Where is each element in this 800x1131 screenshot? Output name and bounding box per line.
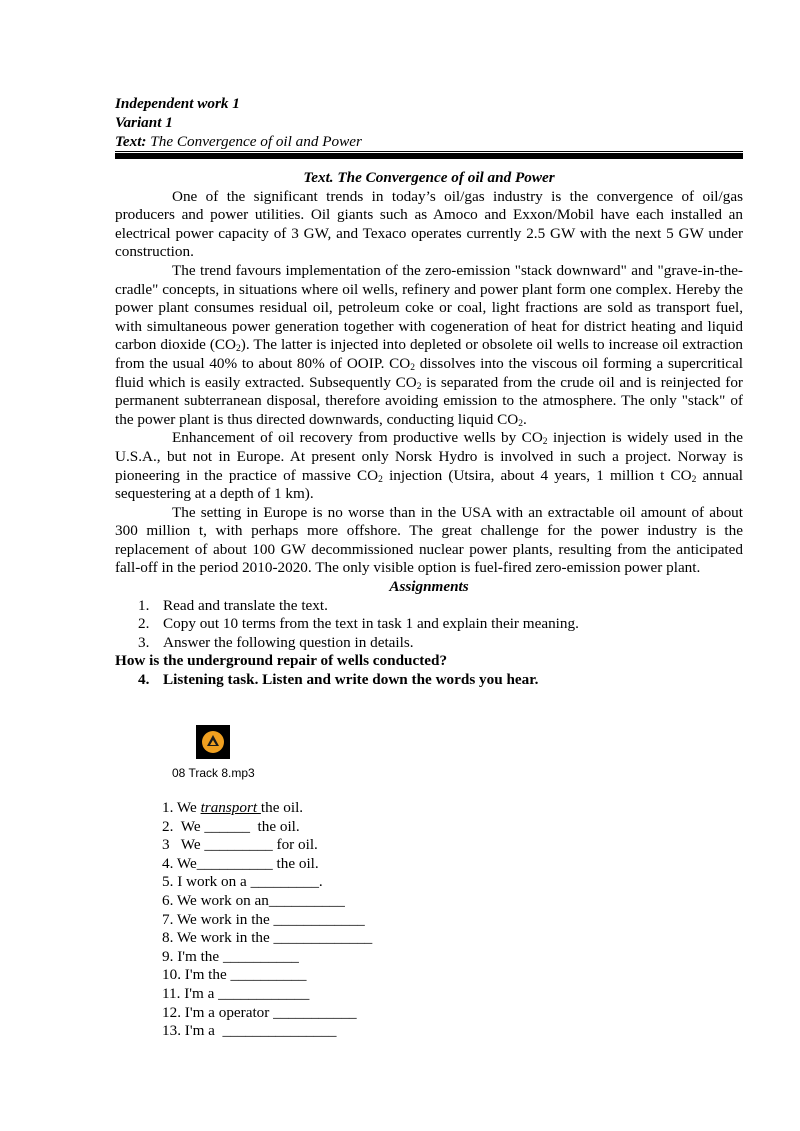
divider-thick xyxy=(115,153,743,159)
exercise-line: 8. We work in the _____________ xyxy=(162,929,373,947)
paragraph-1: One of the significant trends in today’s oil/gas industry is the convergence of oil/gas producers and power utilities. Oil giants such as Amoco and Exxon/Mobil have each installed an electrical power capacity of 3 GW, and Texaco operates currently 2.5 GW with the next 5 GW under construction. xyxy=(115,187,743,261)
text-title: Text. The Convergence of oil and Power xyxy=(303,169,555,186)
paragraph-2: The trend favours implementation of the zero-emission "stack downward" and "grave-in-the-cradle" concepts, in situations where oil wells, refinery and power plant form one complex. Hereby the power plant consumes residual oil, petroleum coke or coal, light fractions are sold as transport fuel, with simultaneous power generation together with cogeneration of heat for district heating and liquid carbon dioxide $(CO_2)$. The latter is injected into depleted or obsolete oil wells to increase oil extraction from the usual 40% to about 80% of OOIP. $CO_2$ dissolves into the viscous oil forming a supercritical fluid which is easily extracted. Subsequently $CO_2$ is separated from the crude oil and is reinjected for permanent subterranean disposal, therefore avoiding emission to the atmosphere. The only "stack" of the power plant is thus directed downwards, conducting liquid $CO_2$. xyxy=(115,261,744,429)
paragraph-3: Enhancement of oil recovery from productive wells by $CO_2$ injection is widely used in the U.S.A., but not in Europe. At present only Norsk Hydro is involved in such a project. Norway is pioneering in the practice of massive $CO_2$ injection (Utsira, about 4 years, 1 million t $CO_2$ annual sequestering at a depth of 1 km). xyxy=(115,429,744,503)
paragraph-4: The setting in Europe is no worse than in the USA with an extractable oil amount of about 300 million t, with perhaps more offshore. The great challenge for the power industry is the replacement of about 100 GW decommissioned nuclear power plants, resulting from the anticipated fall-off in the period 2010-2020. The only visible option is fuel-fired zero-emission power plant. xyxy=(115,503,743,577)
exercise-line: 13. I'm a _______________ xyxy=(162,1022,337,1040)
exercise-line: 10. I'm the __________ xyxy=(162,966,307,984)
exercise-line: 1. We transport the oil. xyxy=(162,799,304,816)
exercise-line: 11. I'm a ____________ xyxy=(162,984,310,1002)
audio-file-icon[interactable] xyxy=(196,725,230,759)
exercise-line: 7. We work in the ____________ xyxy=(162,910,365,928)
assignments-title: Assignments xyxy=(389,578,469,596)
main-content xyxy=(115,169,743,690)
divider-thin xyxy=(115,151,743,152)
exercise-line: 4. We__________ the oil. xyxy=(162,854,319,872)
variant-label: Variant 1 xyxy=(115,114,173,131)
text-name: The Convergence of oil and Power xyxy=(146,133,362,150)
audio-attachment[interactable] xyxy=(172,725,272,780)
filled-answer: transport xyxy=(200,799,261,816)
exercise-line: 9. I'm the __________ xyxy=(162,947,299,965)
header-block xyxy=(115,94,745,151)
exercise-line: 12. I'm a operator ___________ xyxy=(162,1003,357,1021)
list-item: 1. Read and translate the text. xyxy=(138,596,328,614)
listening-exercises xyxy=(162,799,372,1041)
list-item: 3. Answer the following question in details. xyxy=(138,633,414,651)
exercise-line: 3 We _________ for oil. xyxy=(162,836,318,854)
work-title: Independent work 1 xyxy=(115,95,240,112)
list-item: 2. Copy out 10 terms from the text in task 1 and explain their meaning. xyxy=(138,615,579,633)
listening-task: 4. Listening task. Listen and write down the words you hear. xyxy=(138,671,539,689)
assignments-list xyxy=(115,597,743,690)
text-reference xyxy=(115,132,745,151)
exercise-line: 5. I work on a _________. xyxy=(162,873,323,891)
exercise-line: 2. We ______ the oil. xyxy=(162,817,300,835)
exercise-line: 6. We work on an__________ xyxy=(162,891,345,909)
audio-file-label[interactable]: 08 Track 8.mp3 xyxy=(172,766,255,780)
question-text: How is the underground repair of wells conducted? xyxy=(115,652,448,670)
text-label: Text: xyxy=(115,133,147,150)
